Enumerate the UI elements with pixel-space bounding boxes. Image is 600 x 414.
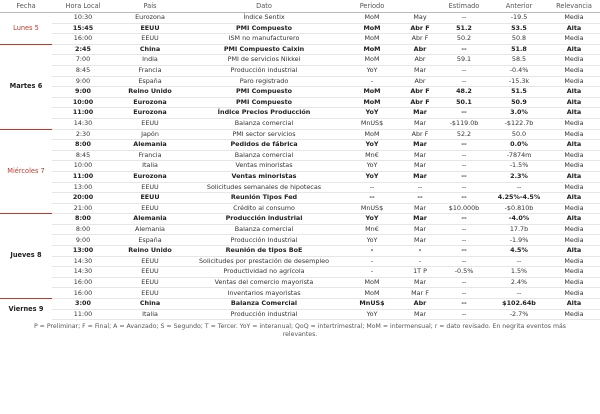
table-row [0,44,600,55]
cell-mes: Abr F [402,97,438,108]
cell-mes: Mar [402,277,438,288]
cell-periodo: YoY [342,309,402,320]
cell-hora: 9:00 [52,235,114,246]
cell-periodo: YoY [342,171,402,182]
cell-hora: 8:00 [52,140,114,151]
calendar-body [0,13,600,320]
cell-estimado: -0.5% [438,267,490,278]
table-row [0,129,600,140]
cell-periodo: - [342,267,402,278]
table-row [0,277,600,288]
cell-dato: Productividad no agrícola [186,267,342,278]
cell-estimado: 51.2 [438,23,490,34]
cell-estimado: 50.2 [438,34,490,45]
cell-anterior: $102.64b [490,299,548,310]
cell-pais: EEUU [114,267,186,278]
cell-relevancia: Media [548,256,600,267]
cell-periodo: MoM [342,13,402,24]
cell-estimado: -- [438,13,490,24]
cell-mes: Mar [402,140,438,151]
cell-estimado: -- [438,182,490,193]
cell-relevancia: Alta [548,299,600,310]
cell-periodo: MoM [342,87,402,98]
table-row [0,171,600,182]
cell-periodo: Mn€ [342,224,402,235]
table-row [0,87,600,98]
cell-periodo: MoM [342,44,402,55]
cell-hora: 14:30 [52,267,114,278]
cell-estimado: -- [438,235,490,246]
cell-hora: 14:30 [52,118,114,129]
cell-mes: Mar [402,65,438,76]
cell-relevancia: Media [548,118,600,129]
cell-hora: 21:00 [52,203,114,214]
cell-pais: Italia [114,161,186,172]
cell-anterior: -4.0% [490,214,548,225]
cell-anterior: 50.8 [490,34,548,45]
header-anterior: Anterior [490,0,548,13]
header-periodo: Periodo [342,0,402,13]
cell-dato: Ventas minoristas [186,161,342,172]
cell-anterior: -- [490,256,548,267]
cell-dato: Reunión de tipos BoE [186,246,342,257]
table-row [0,13,600,24]
cell-hora: 15:45 [52,23,114,34]
cell-pais: India [114,55,186,66]
cell-anterior: -15.3k [490,76,548,87]
cell-relevancia: Media [548,65,600,76]
cell-anterior: 17.7b [490,224,548,235]
cell-dato: Reunión Tipos Fed [186,193,342,204]
cell-hora: 10:00 [52,97,114,108]
cell-relevancia: Alta [548,23,600,34]
cell-pais: Alemania [114,224,186,235]
cell-anterior: -$122.7b [490,118,548,129]
cell-dato: Pedidos de fábrica [186,140,342,151]
cell-pais: Alemania [114,140,186,151]
cell-dato: Producción industrial [186,65,342,76]
cell-mes: Mar [402,224,438,235]
cell-dato: Producción Industrial [186,235,342,246]
table-row [0,203,600,214]
cell-anterior: -- [490,288,548,299]
legend-footnote: P = Preliminar; F = Final; A = Avanzado; S = Segundo; T = Tercer. YoY = interanual; QoQ = intertrimestral; MoM = intermensual; r = dato revisado. En negrita eventos más relevantes. [33,323,567,339]
header-estimado: Estimado [438,0,490,13]
table-row [0,23,600,34]
cell-hora: 8:00 [52,224,114,235]
cell-mes: Abr F [402,87,438,98]
cell-periodo: MnUS$ [342,118,402,129]
cell-anterior: -$0.810b [490,203,548,214]
cell-mes: -- [402,193,438,204]
cell-anterior: -2.7% [490,309,548,320]
cell-dato: Solicitudes semanales de hipotecas [186,182,342,193]
table-row [0,65,600,76]
cell-estimado: -- [438,256,490,267]
cell-pais: Reino Unido [114,87,186,98]
cell-estimado: 48.2 [438,87,490,98]
cell-dato: PMI Compuesto [186,87,342,98]
cell-mes: Abr F [402,34,438,45]
cell-dato: Ventas minoristas [186,171,342,182]
table-row [0,246,600,257]
cell-mes: - [402,256,438,267]
table-row [0,235,600,246]
day-label: Lunes 5 [13,23,39,32]
cell-pais: EEUU [114,118,186,129]
cell-mes: Abr [402,76,438,87]
table-row [0,309,600,320]
cell-pais: EEUU [114,256,186,267]
cell-anterior: -1.5% [490,161,548,172]
cell-hora: 2:30 [52,129,114,140]
cell-pais: Francia [114,65,186,76]
cell-hora: 7:00 [52,55,114,66]
cell-estimado: -- [438,44,490,55]
cell-mes: Abr [402,55,438,66]
cell-estimado: -- [438,65,490,76]
cell-anterior: -0.4% [490,65,548,76]
cell-hora: 9:00 [52,76,114,87]
cell-periodo: YoY [342,65,402,76]
cell-dato: Inventarios mayoristas [186,288,342,299]
cell-estimado: -$119.0b [438,118,490,129]
cell-pais: Eurozona [114,108,186,119]
cell-hora: 13:00 [52,182,114,193]
cell-mes: Mar [402,150,438,161]
cell-pais: Reino Unido [114,246,186,257]
cell-relevancia: Media [548,288,600,299]
cell-periodo: YoY [342,161,402,172]
cell-relevancia: Alta [548,87,600,98]
day-label: Viernes 9 [0,299,52,320]
cell-relevancia: Media [548,129,600,140]
cell-pais: EEUU [114,277,186,288]
table-row [0,256,600,267]
cell-periodo: -- [342,193,402,204]
cell-hora: 10:30 [52,13,114,24]
cell-relevancia: Media [548,267,600,278]
cell-mes: Abr F [402,23,438,34]
cell-relevancia: Media [548,150,600,161]
header-hora: Hora Local [52,0,114,13]
cell-dato: ISM no manufacturero [186,34,342,45]
cell-pais: Japón [114,129,186,140]
cell-periodo: YoY [342,214,402,225]
table-row [0,214,600,225]
table-row [0,76,600,87]
cell-relevancia: Media [548,203,600,214]
cell-anterior: 50.0 [490,129,548,140]
cell-estimado: -- [438,224,490,235]
cell-hora: 8:00 [52,214,114,225]
cell-estimado: -- [438,193,490,204]
cell-pais: EEUU [114,203,186,214]
cell-relevancia: Media [548,277,600,288]
cell-dato: PMI sector servicios [186,129,342,140]
cell-periodo: MnUS$ [342,203,402,214]
cell-mes: Mar [402,118,438,129]
cell-dato: Índice Sentix [186,13,342,24]
cell-dato: Balanza comercial [186,118,342,129]
cell-periodo: MoM [342,23,402,34]
cell-estimado: -- [438,171,490,182]
cell-pais: China [114,44,186,55]
header-row [0,0,600,13]
cell-periodo: MoM [342,129,402,140]
table-row [0,55,600,66]
header-relevancia: Relevancia [548,0,600,13]
cell-periodo: - [342,76,402,87]
cell-estimado: $10.000b [438,203,490,214]
cell-anterior: 4.5% [490,246,548,257]
table-row [0,118,600,129]
cell-pais: EEUU [114,288,186,299]
cell-anterior: 0.0% [490,140,548,151]
cell-periodo: YoY [342,140,402,151]
cell-mes: Mar [402,108,438,119]
cell-hora: 2:45 [52,44,114,55]
cell-mes: May [402,13,438,24]
cell-relevancia: Media [548,34,600,45]
cell-mes: 1T P [402,267,438,278]
cell-periodo: MoM [342,97,402,108]
cell-periodo: YoY [342,235,402,246]
cell-mes: Mar [402,161,438,172]
cell-dato: Balanza Comercial [186,299,342,310]
cell-periodo: - [342,256,402,267]
cell-mes: Abr [402,299,438,310]
table-row [0,267,600,278]
cell-periodo: YoY [342,108,402,119]
cell-dato: Índice Precios Producción [186,108,342,119]
cell-mes: Mar [402,171,438,182]
table-row [0,140,600,151]
cell-relevancia: Alta [548,246,600,257]
cell-hora: 16:00 [52,277,114,288]
cell-estimado: -- [438,288,490,299]
cell-pais: EEUU [114,23,186,34]
cell-dato: PMI Compuesto [186,23,342,34]
cell-mes: -- [402,182,438,193]
cell-estimado: -- [438,277,490,288]
cell-relevancia: Media [548,224,600,235]
cell-relevancia: Alta [548,171,600,182]
cell-anterior: 2.4% [490,277,548,288]
table-row [0,299,600,310]
cell-estimado: -- [438,150,490,161]
cell-relevancia: Alta [548,214,600,225]
table-row [0,108,600,119]
cell-mes: Abr F [402,129,438,140]
cell-estimado: -- [438,76,490,87]
cell-relevancia: Alta [548,140,600,151]
cell-relevancia: Media [548,182,600,193]
table-row [0,150,600,161]
cell-anterior: 51.5 [490,87,548,98]
cell-mes: Abr [402,44,438,55]
cell-hora: 11:00 [52,108,114,119]
cell-pais: EEUU [114,182,186,193]
cell-periodo: MoM [342,34,402,45]
cell-dato: Ventas del comercio mayorista [186,277,342,288]
table-row [0,161,600,172]
cell-anterior: -7874m [490,150,548,161]
cell-hora: 3:00 [52,299,114,310]
cell-dato: Solicitudes por prestación de desempleo [186,256,342,267]
cell-anterior: 50.9 [490,97,548,108]
table-row [0,182,600,193]
cell-hora: 14:30 [52,256,114,267]
cell-mes: Mar [402,214,438,225]
cell-periodo: MoM [342,277,402,288]
cell-anterior: -1.9% [490,235,548,246]
cell-hora: 10:00 [52,161,114,172]
cell-relevancia: Alta [548,193,600,204]
cell-pais: EEUU [114,34,186,45]
cell-relevancia: Media [548,161,600,172]
cell-periodo: Mn€ [342,150,402,161]
cell-pais: China [114,299,186,310]
table-row [0,193,600,204]
cell-pais: Eurozona [114,171,186,182]
cell-hora: 11:00 [52,171,114,182]
cell-dato: Producción industrial [186,309,342,320]
cell-hora: 13:00 [52,246,114,257]
cell-hora: 9:00 [52,87,114,98]
day-label: Jueves 8 [0,214,52,299]
cell-estimado: 50.1 [438,97,490,108]
cell-anterior: 3.0% [490,108,548,119]
cell-relevancia: Media [548,55,600,66]
cell-mes: - [402,246,438,257]
cell-periodo: MoM [342,288,402,299]
cell-dato: Balanza comercial [186,150,342,161]
cell-periodo: MoM [342,55,402,66]
header-fecha: Fecha [0,0,52,13]
cell-pais: España [114,76,186,87]
cell-pais: Francia [114,150,186,161]
cell-anterior: 58.5 [490,55,548,66]
cell-relevancia: Alta [548,44,600,55]
cell-mes: Mar F [402,288,438,299]
cell-mes: Mar [402,203,438,214]
table-row [0,224,600,235]
cell-pais: Alemania [114,214,186,225]
table-row [0,288,600,299]
cell-estimado: 59.1 [438,55,490,66]
cell-dato: PMI Compuesto Caixin [186,44,342,55]
cell-dato: Balanza comercial [186,224,342,235]
cell-periodo: - [342,246,402,257]
table-row [0,34,600,45]
cell-pais: EEUU [114,193,186,204]
cell-estimado: -- [438,246,490,257]
header-dato: Dato [186,0,342,13]
day-label: Martes 6 [0,44,52,129]
cell-dato: PMI Compuesto [186,97,342,108]
cell-periodo: MnUS$ [342,299,402,310]
cell-relevancia: Media [548,13,600,24]
cell-anterior: -19.5 [490,13,548,24]
cell-pais: España [114,235,186,246]
day-label: Miércoles 7 [0,129,52,214]
cell-pais: Italia [114,309,186,320]
cell-anterior: -- [490,182,548,193]
cell-hora: 16:00 [52,288,114,299]
cell-hora: 16:00 [52,34,114,45]
cell-dato: Crédito al consumo [186,203,342,214]
cell-relevancia: Media [548,235,600,246]
header-mes [402,0,438,13]
cell-estimado: -- [438,299,490,310]
cell-anterior: 51.8 [490,44,548,55]
cell-hora: 11:00 [52,309,114,320]
cell-mes: Mar [402,235,438,246]
cell-dato: Producción industrial [186,214,342,225]
header-pais: País [114,0,186,13]
cell-mes: Mar [402,309,438,320]
cell-estimado: -- [438,161,490,172]
cell-anterior: 1.5% [490,267,548,278]
cell-anterior: 4.25%-4.5% [490,193,548,204]
cell-relevancia: Media [548,309,600,320]
table-row [0,97,600,108]
cell-estimado: 52.2 [438,129,490,140]
cell-dato: Paro registrado [186,76,342,87]
cell-hora: 8:45 [52,65,114,76]
cell-periodo: -- [342,182,402,193]
cell-hora: 8:45 [52,150,114,161]
cell-estimado: -- [438,309,490,320]
cell-anterior: 2.3% [490,171,548,182]
cell-hora: 20:00 [52,193,114,204]
cell-dato: PMI de servicios Nikkei [186,55,342,66]
cell-anterior: 53.5 [490,23,548,34]
cell-estimado: -- [438,108,490,119]
cell-pais: Eurozona [114,13,186,24]
cell-relevancia: Alta [548,108,600,119]
cell-relevancia: Media [548,76,600,87]
cell-estimado: -- [438,140,490,151]
cell-estimado: -- [438,214,490,225]
cell-relevancia: Alta [548,97,600,108]
cell-pais: Eurozona [114,97,186,108]
